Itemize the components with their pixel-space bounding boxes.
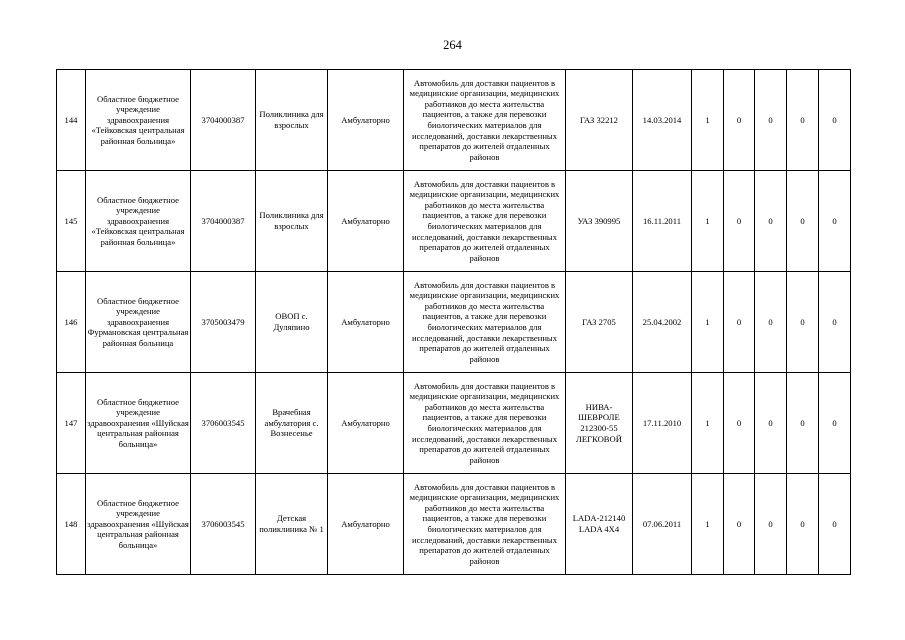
count-5: 0 bbox=[819, 474, 851, 575]
registration-date: 14.03.2014 bbox=[633, 70, 692, 171]
care-type: Амбулаторно bbox=[328, 373, 404, 474]
institution-name: Областное бюджетное учреждение здравоохранения «Шуйская центральная районная больница» bbox=[86, 373, 191, 474]
count-1: 1 bbox=[692, 373, 724, 474]
count-3: 0 bbox=[755, 272, 787, 373]
vehicle-model: НИВА-ШЕВРОЛЕ 212300-55 ЛЕГКОВОЙ bbox=[566, 373, 633, 474]
vehicle-purpose: Автомобиль для доставки пациентов в медицинские организации, медицинских работников до места жительства пациентов, а также для перевозки биологических материалов для исследований, доставки лекарственных препаратов до жителей отдаленных районов bbox=[404, 70, 566, 171]
institution-code: 3705003479 bbox=[191, 272, 256, 373]
registration-date: 16.11.2011 bbox=[633, 171, 692, 272]
vehicle-model: УАЗ 390995 bbox=[566, 171, 633, 272]
count-3: 0 bbox=[755, 171, 787, 272]
count-5: 0 bbox=[819, 272, 851, 373]
unit-name: Поликлиника для взрослых bbox=[256, 171, 328, 272]
count-5: 0 bbox=[819, 70, 851, 171]
vehicle-purpose: Автомобиль для доставки пациентов в медицинские организации, медицинских работников до места жительства пациентов, а также для перевозки биологических материалов для исследований, доставки лекарственных препаратов до жителей отдаленных районов bbox=[404, 171, 566, 272]
table-row bbox=[57, 70, 851, 171]
count-4: 0 bbox=[787, 171, 819, 272]
vehicle-purpose: Автомобиль для доставки пациентов в медицинские организации, медицинских работников до места жительства пациентов, а также для перевозки биологических материалов для исследований, доставки лекарственных препаратов до жителей отдаленных районов bbox=[404, 373, 566, 474]
count-4: 0 bbox=[787, 272, 819, 373]
row-number: 145 bbox=[57, 171, 86, 272]
count-1: 1 bbox=[692, 272, 724, 373]
vehicle-model: LADA-212140 LADA 4X4 bbox=[566, 474, 633, 575]
care-type: Амбулаторно bbox=[328, 171, 404, 272]
count-3: 0 bbox=[755, 70, 787, 171]
institution-code: 3704000387 bbox=[191, 171, 256, 272]
row-number: 148 bbox=[57, 474, 86, 575]
institution-code: 3704000387 bbox=[191, 70, 256, 171]
care-type: Амбулаторно bbox=[328, 70, 404, 171]
unit-name: Врачебная амбулатория с. Вознесенье bbox=[256, 373, 328, 474]
count-2: 0 bbox=[724, 171, 755, 272]
count-2: 0 bbox=[724, 272, 755, 373]
institution-name: Областное бюджетное учреждение здравоохранения «Тейковская центральная районная больница» bbox=[86, 171, 191, 272]
count-2: 0 bbox=[724, 373, 755, 474]
vehicle-registry-table bbox=[56, 69, 851, 575]
table-row bbox=[57, 272, 851, 373]
institution-code: 3706003545 bbox=[191, 373, 256, 474]
row-number: 147 bbox=[57, 373, 86, 474]
institution-name: Областное бюджетное учреждение здравоохранения «Тейковская центральная районная больница» bbox=[86, 70, 191, 171]
unit-name: ОВОП с. Дуляпино bbox=[256, 272, 328, 373]
count-4: 0 bbox=[787, 373, 819, 474]
count-2: 0 bbox=[724, 474, 755, 575]
vehicle-model: ГАЗ 32212 bbox=[566, 70, 633, 171]
row-number: 146 bbox=[57, 272, 86, 373]
care-type: Амбулаторно bbox=[328, 474, 404, 575]
row-number: 144 bbox=[57, 70, 86, 171]
count-1: 1 bbox=[692, 70, 724, 171]
count-4: 0 bbox=[787, 474, 819, 575]
table-row bbox=[57, 474, 851, 575]
count-5: 0 bbox=[819, 171, 851, 272]
registration-date: 07.06.2011 bbox=[633, 474, 692, 575]
count-3: 0 bbox=[755, 474, 787, 575]
count-4: 0 bbox=[787, 70, 819, 171]
count-1: 1 bbox=[692, 171, 724, 272]
vehicle-purpose: Автомобиль для доставки пациентов в медицинские организации, медицинских работников до места жительства пациентов, а также для перевозки биологических материалов для исследований, доставки лекарственных препаратов до жителей отдаленных районов bbox=[404, 272, 566, 373]
unit-name: Детская поликлиника № 1 bbox=[256, 474, 328, 575]
institution-code: 3706003545 bbox=[191, 474, 256, 575]
count-3: 0 bbox=[755, 373, 787, 474]
count-5: 0 bbox=[819, 373, 851, 474]
care-type: Амбулаторно bbox=[328, 272, 404, 373]
institution-name: Областное бюджетное учреждение здравоохранения «Шуйская центральная районная больница» bbox=[86, 474, 191, 575]
institution-name: Областное бюджетное учреждение здравоохранения Фурмановская центральная районная больница bbox=[86, 272, 191, 373]
count-1: 1 bbox=[692, 474, 724, 575]
vehicle-purpose: Автомобиль для доставки пациентов в медицинские организации, медицинских работников до места жительства пациентов, а также для перевозки биологических материалов для исследований, доставки лекарственных препаратов до жителей отдаленных районов bbox=[404, 474, 566, 575]
vehicle-model: ГАЗ 2705 bbox=[566, 272, 633, 373]
page-number: 264 bbox=[443, 38, 462, 52]
count-2: 0 bbox=[724, 70, 755, 171]
registration-date: 17.11.2010 bbox=[633, 373, 692, 474]
table-row bbox=[57, 171, 851, 272]
registration-date: 25.04.2002 bbox=[633, 272, 692, 373]
table-row bbox=[57, 373, 851, 474]
unit-name: Поликлиника для взрослых bbox=[256, 70, 328, 171]
